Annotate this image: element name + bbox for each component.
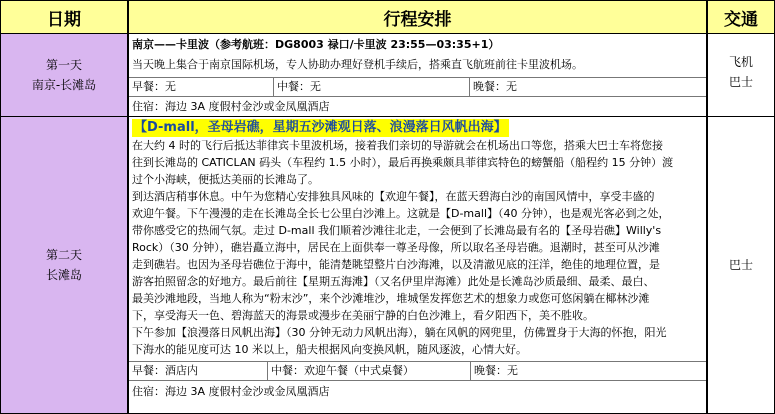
day2-breakfast: 早餐：酒店内 xyxy=(132,364,198,377)
day1-lunch: 中餐：无 xyxy=(273,78,469,96)
day2-line: 往到长滩岛的 CATICLAN 码头（车程约 1.5 小时），最后再换乘颇具菲律宾特色的螃蟹船（船程约 15 分钟）渡 xyxy=(132,156,674,169)
day2-date-cell xyxy=(0,116,128,414)
day1-date-cell xyxy=(0,33,128,117)
day2-line: 下午参加【浪漫落日风帆出海】（30 分钟无动力风帆出海），躺在风帆的网兜里，仿佛置身于大海的怀抱，阳光 xyxy=(132,326,667,339)
day2-dinner: 晚餐：无 xyxy=(470,362,706,380)
day1-meals-row xyxy=(129,77,706,97)
day2-line: Rock）（30 分钟），礁岩矗立海中，居民在上面供奉一尊圣母像，所以取名圣母岩礁。退潮时，甚至可从沙滩 xyxy=(132,241,660,254)
day2-transport-bus: 巴士 xyxy=(728,258,753,272)
day2-line: 欢迎午餐。下午漫漫的走在长滩岛全长七公里白沙滩上。这就是【D-mall】（40 分钟），也是观光客必到之处， xyxy=(132,207,670,220)
day2-line: 走到礁岩。也因为圣母岩礁位于海中，能清楚眺望整片白沙海滩，以及清澈见底的汪洋，绝佳的地理位置，是 xyxy=(132,258,660,271)
day1-lodging: 住宿：海边 3A 度假村金沙或金凤凰酒店 xyxy=(132,100,330,113)
header-date xyxy=(0,0,128,34)
day1-intro: 当天晚上集合于南京国际机场，专人协助办理好登机手续后，搭乘直飞航班前往卡里波机场。 xyxy=(132,58,583,71)
day2-lunch: 中餐：欢迎午餐（中式桌餐） xyxy=(267,362,470,380)
day2-line: 带你感受它的热闹气氛。走过 D-mall 我们顺着沙滩往北走，一会便到了长滩岛最有名的【圣母岩礁】Willy's xyxy=(132,224,662,237)
day1-day-label: 第一天 xyxy=(45,58,82,72)
day2-transport-cell xyxy=(707,116,775,414)
day2-route: 长滩岛 xyxy=(45,268,82,282)
header-date-label: 日期 xyxy=(47,9,81,30)
day1-breakfast: 早餐：无 xyxy=(132,80,176,93)
day1-transport-plane: 飞机 xyxy=(728,55,753,69)
header-itinerary xyxy=(128,0,707,34)
day2-day-label: 第二天 xyxy=(45,248,82,262)
day2-line: 过个小海峡，便抵达美丽的长滩岛了。 xyxy=(132,173,319,186)
day2-line: 在大约 4 时的飞行后抵达菲律宾卡里波机场，接着我们亲切的导游就会在机场出口等您，搭乘大巴士车将您接 xyxy=(132,139,663,152)
day2-line: 到达酒店稍事休息。中午为您精心安排独具风味的【欢迎午餐】，在蓝天碧海白沙的南国风情中，享受丰盛的 xyxy=(132,190,655,203)
day2-content-cell xyxy=(128,116,707,414)
header-itinerary-label: 行程安排 xyxy=(383,9,452,30)
day1-content-cell xyxy=(128,33,707,117)
day2-lodging: 住宿：海边 3A 度假村金沙或金凤凰酒店 xyxy=(132,385,330,398)
day1-transport-bus: 巴士 xyxy=(728,75,753,89)
header-transport-label: 交通 xyxy=(724,9,758,30)
day2-description xyxy=(129,137,706,358)
day2-headline: 【D-mall，圣母岩礁，星期五沙滩观日落、浪漫落日风帆出海】 xyxy=(134,120,507,135)
day1-flight-line: 南京——卡里波（参考航班：DG8003 禄口/卡里波 23:55—03:35+1） xyxy=(132,38,500,51)
day2-line: 下，享受海天一色、碧海蓝天的海景或漫步在美丽宁静的白色沙滩上，看夕阳西下，美不胜收。 xyxy=(132,309,594,322)
day2-meals-row xyxy=(129,361,706,381)
day1-dinner: 晚餐：无 xyxy=(469,78,706,96)
day2-line: 下海水的能见度可达 10 米以上，船夫根据风向变换风帆，随风逐波，心情大好。 xyxy=(132,343,527,356)
header-transport xyxy=(707,0,775,34)
day1-route: 南京-长滩岛 xyxy=(31,78,97,92)
day2-line: 游客拍照留念的好地方。最后前往【星期五海滩】（又名伊里岸海滩）此处是长滩岛沙质最细、最柔、最白、 xyxy=(132,275,655,288)
day1-transport-cell xyxy=(707,33,775,117)
day2-line: 最美沙滩地段，当地人称为“粉末沙”，来个沙滩堆沙，堆城堡发挥您艺术的想象力或您可悠闲躺在椰林沙滩 xyxy=(132,292,650,305)
